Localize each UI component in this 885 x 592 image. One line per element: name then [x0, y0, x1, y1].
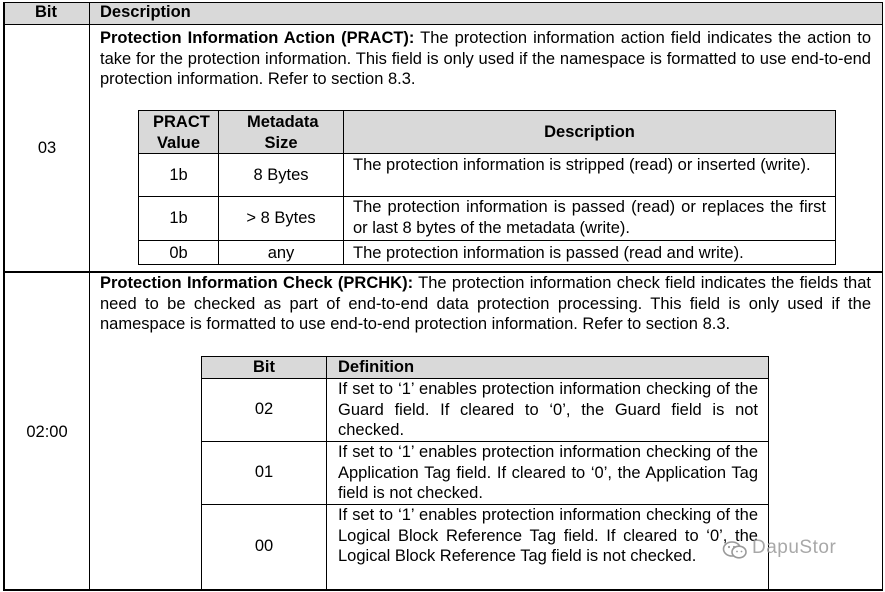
main-border-right [882, 2, 883, 591]
prchk-header-definition: Definition [338, 358, 415, 376]
pract-row-description: The protection information is passed (read and write). [353, 244, 744, 262]
prchk-description [100, 273, 871, 335]
prchk-row-definition: If set to ‘1’ enables protection information checking of the Logical Block Reference Tag field. If cleared to ‘0’, the Logical Block Reference Tag field is not checked. [338, 506, 758, 565]
pract-row-value: 1b [169, 166, 188, 184]
main-border-col [89, 2, 90, 591]
header-description: Description [100, 3, 191, 21]
prchk-row-bit: 02 [254, 400, 274, 418]
pract-row-size: > 8 Bytes [246, 209, 316, 227]
prchk-text: The protection information check field indicates the fields that need to be checked as part of end-to-end data protection processing. This field is only used if the namespace is formatted to use end-to-end protection information. Refer to section 8.3. [100, 274, 871, 333]
pract-text: The protection information action field indicates the action to take for the protection information. This field is only used if the namespace is formatted to use end-to-end protection information. Refer to section 8.3. [100, 29, 871, 88]
pract-header-size: Metadata Size [247, 113, 319, 152]
wechat-bubble-icon [722, 540, 748, 560]
pract-header-value: PRACT Value [153, 113, 210, 152]
pract-title: Protection Information Action (PRACT): [100, 29, 415, 47]
main-border-top [3, 2, 883, 3]
pract-row-value: 0b [169, 244, 188, 262]
prchk-row-definition: If set to ‘1’ enables protection information checking of the Application Tag field. If cleared to ‘0’, the Application Tag field is not checked. [338, 443, 758, 502]
prchk-header-bit: Bit [253, 358, 275, 376]
pract-row-size: any [267, 244, 295, 262]
row-bit-03: 03 [37, 139, 57, 157]
pract-description [100, 28, 871, 90]
watermark-text: DapuStor [752, 537, 837, 558]
prchk-row-definition: If set to ‘1’ enables protection information checking of the Guard field. If cleared to ‘0’, the Guard field is not checked. [338, 380, 758, 439]
prchk-title: Protection Information Check (PRCHK): [100, 274, 414, 292]
main-border-bottom [3, 589, 883, 591]
pract-row-value: 1b [169, 209, 188, 227]
prchk-row-bit: 00 [254, 537, 274, 555]
header-bit: Bit [35, 3, 57, 21]
pract-header-description: Description [544, 123, 635, 141]
pract-row-description: The protection information is passed (read) or replaces the first or last 8 bytes of the metadata (write). [353, 198, 826, 237]
pract-row-size: 8 Bytes [253, 166, 309, 184]
main-border-left [3, 2, 5, 591]
row-bit-02-00: 02:00 [26, 423, 68, 441]
main-border-header-bottom [3, 24, 883, 25]
prchk-row-bit: 01 [254, 463, 274, 481]
pract-row-description: The protection information is stripped (read) or inserted (write). [353, 156, 811, 174]
